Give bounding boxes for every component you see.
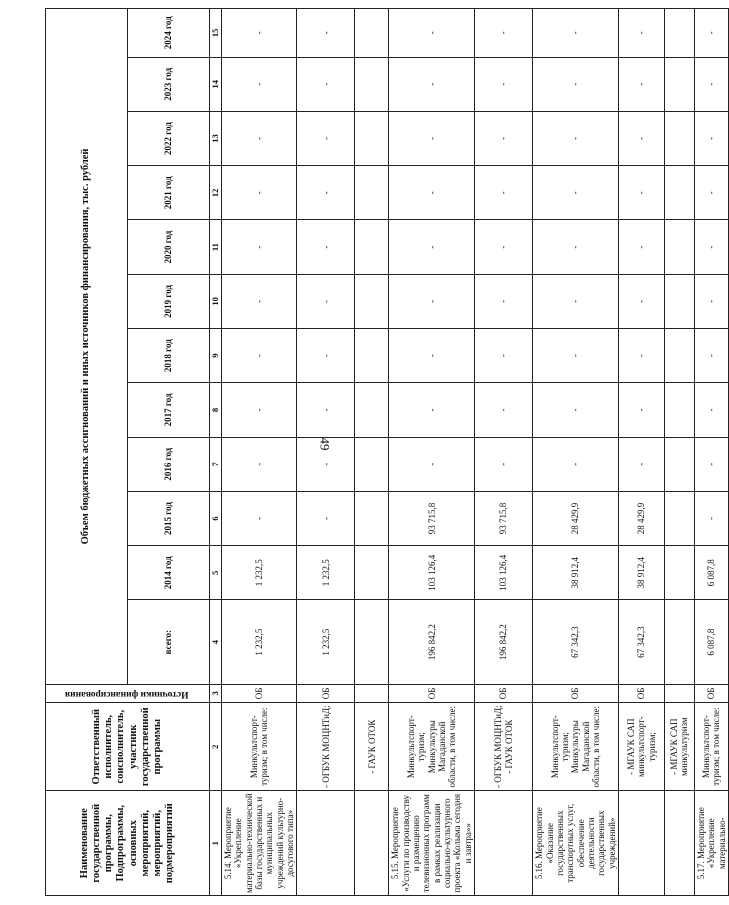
row-value: - — [475, 383, 533, 437]
table-row — [664, 9, 694, 896]
row-value — [355, 491, 389, 545]
column-index: 4 — [210, 600, 222, 684]
row-value — [664, 383, 694, 437]
row-value: - — [475, 111, 533, 165]
row-value: 28 429,9 — [533, 491, 619, 545]
row-name — [664, 791, 694, 896]
row-responsible: - МГАУК САП минкультуризм — [664, 702, 694, 790]
header-source-cell — [46, 684, 210, 702]
column-index: 5 — [210, 546, 222, 600]
row-value: - — [222, 437, 297, 491]
column-index: 7 — [210, 437, 222, 491]
row-value: - — [297, 9, 355, 58]
row-value: 67 342,3 — [618, 600, 664, 684]
row-name — [475, 791, 533, 896]
row-value: - — [297, 274, 355, 328]
table-row — [475, 9, 533, 896]
row-value: - — [694, 57, 728, 111]
row-value: - — [297, 220, 355, 274]
row-value — [664, 57, 694, 111]
row-value: - — [389, 220, 475, 274]
row-value: 38 912,4 — [618, 546, 664, 600]
row-source: ОБ — [694, 684, 728, 702]
column-index: 13 — [210, 111, 222, 165]
row-value — [355, 274, 389, 328]
row-value — [664, 166, 694, 220]
row-responsible: - ОГБУК МОЦНТиД; - ГАУК ОТОК — [475, 702, 533, 790]
column-index: 9 — [210, 329, 222, 383]
table-row — [222, 9, 297, 896]
row-value — [355, 166, 389, 220]
row-value: - — [389, 166, 475, 220]
row-value — [355, 9, 389, 58]
header-name: Наименование государственной программы, Подпрограммы, основных мероприятий, мероприятий, подмероприятий — [46, 791, 210, 896]
header-year: 2016 год — [128, 437, 210, 491]
row-value: - — [533, 383, 619, 437]
row-value: - — [694, 166, 728, 220]
row-value — [355, 546, 389, 600]
row-value: 1 232,5 — [297, 546, 355, 600]
row-value: - — [389, 383, 475, 437]
header-source: Источники финансирования — [64, 688, 189, 699]
row-name: 5.16. Мероприятие «Оказание государственных транспортных услуг, обеспечение деятельности государственных учреждений» — [533, 791, 619, 896]
row-source: ОБ — [618, 684, 664, 702]
row-value: - — [389, 9, 475, 58]
row-value: 103 126,4 — [475, 546, 533, 600]
row-name: 5.14. Мероприятие «Укрепление материально-технической базы государственных и муниципальных учреждений культурно-досугового типа» — [222, 791, 297, 896]
row-name — [297, 791, 355, 896]
row-value: - — [475, 437, 533, 491]
row-value — [355, 220, 389, 274]
row-value: - — [297, 111, 355, 165]
row-value: - — [533, 274, 619, 328]
row-value: - — [694, 220, 728, 274]
row-value: - — [618, 329, 664, 383]
row-value: - — [297, 383, 355, 437]
row-value: - — [297, 166, 355, 220]
row-value — [664, 329, 694, 383]
row-value: 93 715,8 — [389, 491, 475, 545]
row-value: - — [618, 437, 664, 491]
row-source: ОБ — [475, 684, 533, 702]
row-responsible: Минкультспорт-туризм; в том числе: — [222, 702, 297, 790]
row-value — [355, 329, 389, 383]
row-value — [355, 111, 389, 165]
header-year: 2021 год — [128, 166, 210, 220]
row-value: - — [694, 383, 728, 437]
row-value — [664, 437, 694, 491]
row-value: - — [222, 111, 297, 165]
row-value: - — [475, 220, 533, 274]
row-responsible: Минкультспорт-туризм; Минкультуры Магаданской области, в том числе: — [389, 702, 475, 790]
row-value — [664, 111, 694, 165]
row-value: - — [222, 383, 297, 437]
header-year: 2019 год — [128, 274, 210, 328]
row-value: 6 087,8 — [694, 600, 728, 684]
row-value — [664, 491, 694, 545]
column-index: 12 — [210, 166, 222, 220]
row-value — [664, 274, 694, 328]
row-source: ОБ — [297, 684, 355, 702]
row-value: - — [618, 166, 664, 220]
column-index: 2 — [210, 702, 222, 790]
row-value: - — [694, 329, 728, 383]
row-value: - — [222, 274, 297, 328]
header-responsible: Ответственный исполнитель, соисполнитель, участник государственной программы — [46, 702, 210, 790]
row-value: - — [475, 166, 533, 220]
row-value — [355, 600, 389, 684]
row-value: 196 842,2 — [475, 600, 533, 684]
row-value: - — [222, 220, 297, 274]
row-value: 67 342,3 — [533, 600, 619, 684]
row-value: - — [618, 274, 664, 328]
header-funding-title: Объем бюджетных ассигнований и иных источников финансирования, тыс. рублей — [46, 9, 128, 685]
row-value: - — [533, 220, 619, 274]
column-index: 1 — [210, 791, 222, 896]
row-name — [355, 791, 389, 896]
row-value: - — [694, 491, 728, 545]
page-number: 49 — [317, 437, 333, 451]
row-value: 1 232,5 — [222, 600, 297, 684]
table-row — [618, 9, 664, 896]
row-value: - — [222, 57, 297, 111]
row-value: 103 126,4 — [389, 546, 475, 600]
row-value: - — [222, 329, 297, 383]
row-value: - — [533, 166, 619, 220]
row-value: - — [618, 111, 664, 165]
row-value: - — [297, 329, 355, 383]
header-year: 2022 год — [128, 111, 210, 165]
table-row — [389, 9, 475, 896]
row-value: - — [475, 274, 533, 328]
row-value — [355, 383, 389, 437]
row-value: - — [694, 9, 728, 58]
row-value — [664, 600, 694, 684]
row-responsible: Минкультспорт-туризм; в том числе: — [694, 702, 728, 790]
row-value: - — [618, 220, 664, 274]
header-year: 2023 год — [128, 57, 210, 111]
row-value: 93 715,8 — [475, 491, 533, 545]
row-value: - — [389, 274, 475, 328]
row-value — [664, 220, 694, 274]
row-value: - — [475, 57, 533, 111]
table-row — [297, 9, 355, 896]
row-value — [664, 546, 694, 600]
column-index: 11 — [210, 220, 222, 274]
row-value: - — [533, 57, 619, 111]
table-row — [694, 9, 728, 896]
header-year: 2014 год — [128, 546, 210, 600]
header-year: 2015 год — [128, 491, 210, 545]
row-value — [664, 9, 694, 58]
row-value: - — [694, 111, 728, 165]
row-value: 38 912,4 — [533, 546, 619, 600]
row-value: - — [533, 9, 619, 58]
header-total: всего: — [128, 600, 210, 684]
row-value: - — [389, 437, 475, 491]
header-year: 2018 год — [128, 329, 210, 383]
table-body — [222, 9, 729, 896]
row-name: 5.15. Мероприятие «Услуги по производству и размещению телевизионных программ в рамках реализации социально-культурного проекта «Колыма сегодня и завтра»» — [389, 791, 475, 896]
column-index: 10 — [210, 274, 222, 328]
row-responsible: - ОГБУК МОЦНТиД; — [297, 702, 355, 790]
row-name: 5.17. Мероприятие «Укрепление материально- — [694, 791, 728, 896]
row-source — [664, 684, 694, 702]
row-value: - — [222, 491, 297, 545]
table-row — [355, 9, 389, 896]
row-value: - — [389, 57, 475, 111]
row-value: - — [618, 9, 664, 58]
row-value: - — [618, 57, 664, 111]
row-name — [618, 791, 664, 896]
header-year: 2017 год — [128, 383, 210, 437]
column-index: 8 — [210, 383, 222, 437]
row-value: 1 232,5 — [297, 600, 355, 684]
row-source — [355, 684, 389, 702]
row-value: - — [389, 111, 475, 165]
column-index: 14 — [210, 57, 222, 111]
row-value: 28 429,9 — [618, 491, 664, 545]
row-value: - — [694, 437, 728, 491]
row-value: - — [297, 491, 355, 545]
row-value: - — [533, 329, 619, 383]
header-year: 2024 год — [128, 9, 210, 58]
row-value: 196 842,2 — [389, 600, 475, 684]
row-value: - — [297, 57, 355, 111]
rotated-page — [45, 8, 727, 896]
row-responsible: Минкультспорт-туризм; Минкультуры Магаданской области, в том числе: — [533, 702, 619, 790]
header-year: 2020 год — [128, 220, 210, 274]
row-value: - — [694, 274, 728, 328]
row-value: - — [533, 111, 619, 165]
row-source: ОБ — [222, 684, 297, 702]
column-index: 6 — [210, 491, 222, 545]
funding-table — [45, 8, 729, 896]
row-value: - — [297, 437, 355, 491]
row-value: 1 232,5 — [222, 546, 297, 600]
column-index: 15 — [210, 9, 222, 58]
row-value — [355, 437, 389, 491]
row-value: - — [475, 9, 533, 58]
row-value: 6 087,8 — [694, 546, 728, 600]
row-responsible: - ГАУК ОТОК — [355, 702, 389, 790]
row-value: - — [222, 9, 297, 58]
row-value: - — [475, 329, 533, 383]
row-value: - — [533, 437, 619, 491]
row-source: ОБ — [533, 684, 619, 702]
table-row — [533, 9, 619, 896]
row-source: ОБ — [389, 684, 475, 702]
row-value: - — [389, 329, 475, 383]
row-responsible: - МГАУК САП минкультспорт-туризм; — [618, 702, 664, 790]
column-index: 3 — [210, 684, 222, 702]
row-value — [355, 57, 389, 111]
row-value: - — [618, 383, 664, 437]
row-value: - — [222, 166, 297, 220]
